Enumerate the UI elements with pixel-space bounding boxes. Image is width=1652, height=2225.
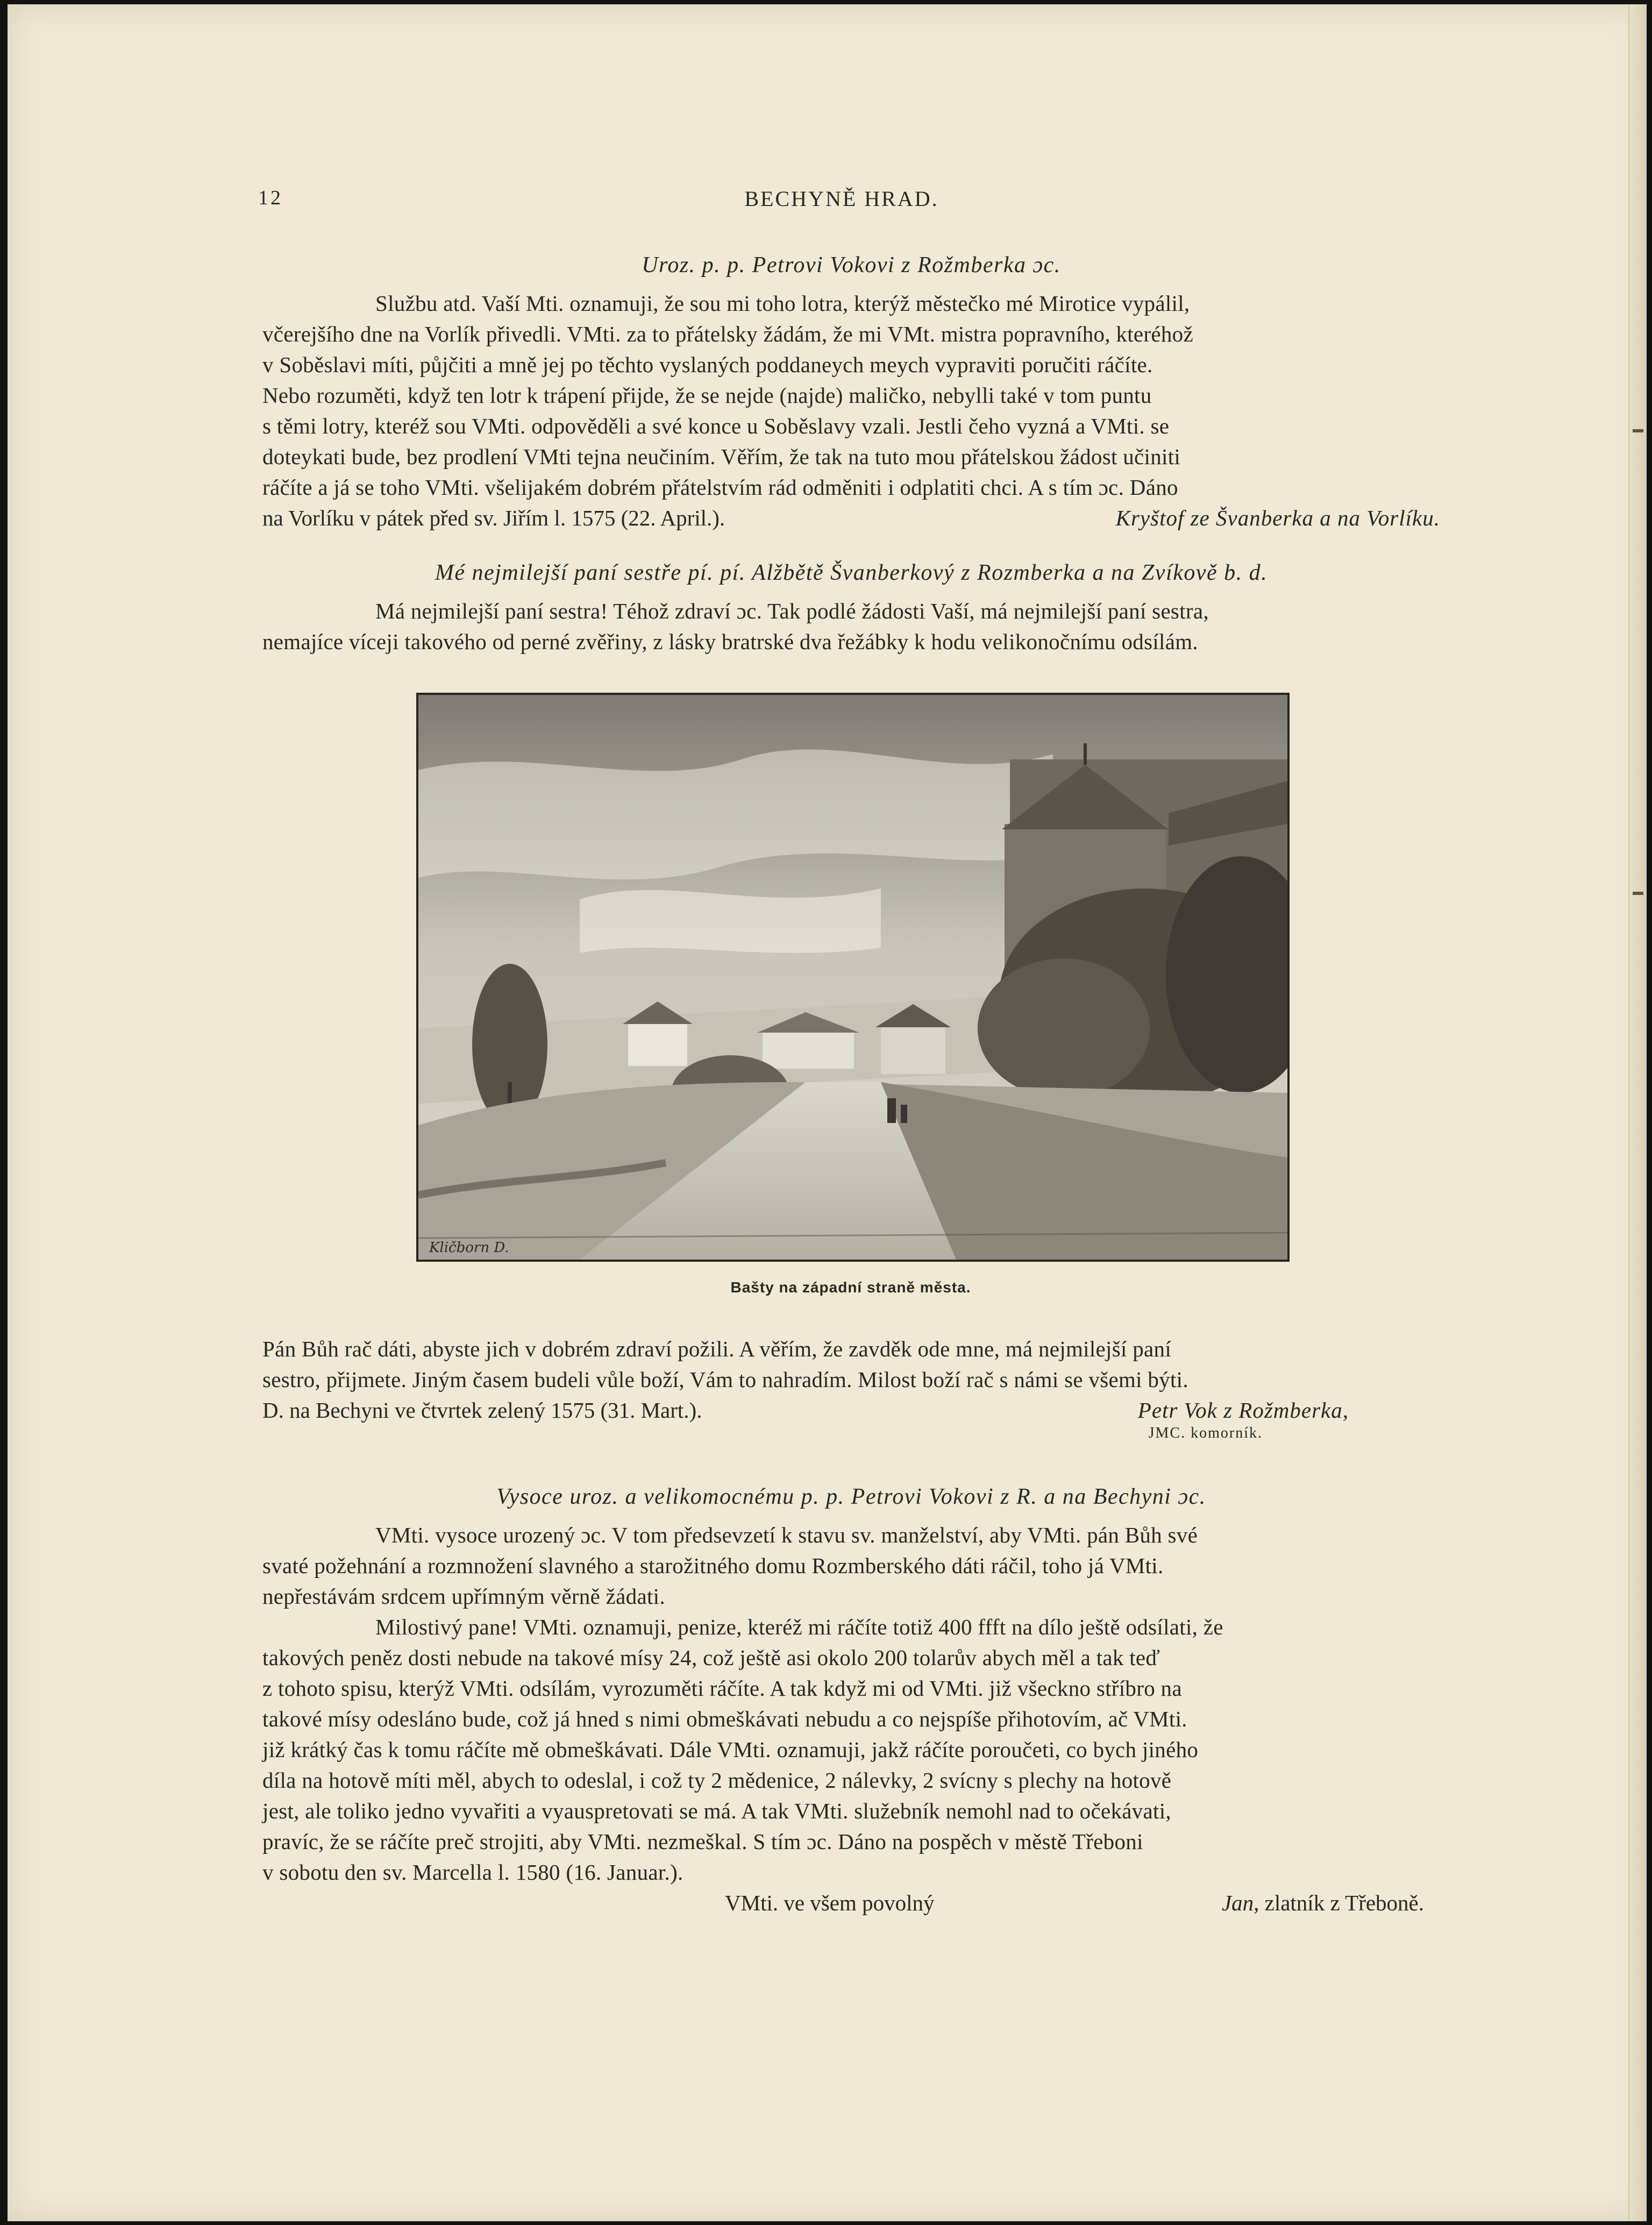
text-line: VMti. vysoce urozený ɔc. V tom předsevzetí k stavu sv. manželství, aby VMti. pán Bůh své	[375, 1523, 1198, 1547]
letter-3-signature	[1222, 1888, 1424, 1918]
text-line: Nebo rozuměti, když ten lotr k trápení přijde, že se nejde (najde) maličko, nebylli také v tom puntu	[262, 383, 1152, 408]
letter-2-continuation	[262, 1334, 1440, 1442]
page-header	[258, 186, 1425, 218]
text-line: z tohoto spisu, kterýž VMti. odsílám, vyrozuměti ráčíte. A tak když mi od VMti. již všeckno stříbro na	[262, 1676, 1182, 1701]
text-line: jest, ale toliko jedno vyvařiti a vyauspretovati se má. A tak VMti. služebník nemohl nad to očekávati,	[262, 1799, 1171, 1823]
text-line: nepřestávám srdcem upřímným věrně žádati.	[262, 1584, 665, 1609]
text-line: Pán Bůh rač dáti, abyste jich v dobrém zdraví požili. A věřím, že zavděk ode mne, má nejmilejší paní	[262, 1337, 1172, 1361]
text-line: s těmi lotry, kteréž sou VMti. odpověděli a své konce u Soběslavy vzali. Jestli čeho vyzná a VMti. se	[262, 414, 1170, 438]
text-line: Milostivý pane! VMti. oznamuji, penize, kteréž mi ráčíte totiž 400 ffft na dílo ještě odsílati, že	[375, 1615, 1223, 1639]
edge-mark	[1633, 429, 1643, 432]
text-line: doteykati bude, bez prodlení VMti tejna neučiním. Věřím, že tak na tuto mou přátelskou žádost učiniti	[262, 444, 1181, 469]
text-line: Službu atd. Vaší Mti. oznamuji, že sou mi toho lotra, kterýž městečko mé Mirotice vypálil,	[375, 291, 1190, 316]
text-line: D. na Bechyni ve čtvrtek zelený 1575 (31. Mart.).	[262, 1398, 702, 1423]
text-line: Má nejmilejší paní sestra! Téhož zdraví ɔc. Tak podlé žádosti Vaší, má nejmilejší paní sestra,	[375, 599, 1209, 623]
figure-caption: Bašty na západní straně města.	[730, 1279, 971, 1296]
text-line: díla na hotově míti měl, abych to odeslal, i což ty 2 mědenice, 2 nálevky, 2 svícny s plechy na hotově	[262, 1768, 1172, 1793]
text-line: sestro, přijmete. Jiným časem budeli vůle boží, Vám to nahradím. Milost boží rač s námi se všemi býti.	[262, 1367, 1188, 1392]
letter-1-closing	[262, 503, 1440, 534]
letter-1	[262, 250, 1440, 534]
letter-2-body	[262, 596, 1440, 657]
text-line: takové mísy odesláno bude, což já hned s nimi obmeškávati nebudu a co nejspíše přihotovím, ač VMti.	[262, 1707, 1187, 1731]
text-line: svaté požehnání a rozmnožení slavného a starožitného domu Rozmberského dáti ráčil, toho já VMti.	[262, 1553, 1164, 1578]
letter-3	[262, 1481, 1440, 1918]
signature-name: Jan,	[1221, 1890, 1259, 1915]
edge-mark	[1633, 892, 1643, 895]
letter-2-closing	[262, 1395, 1440, 1426]
illustration-bastions	[416, 693, 1290, 1262]
letter-2	[262, 557, 1440, 657]
letter-2-address: Mé nejmilejší paní sestře pí. pí. Alžbětě Švanberkový z Rozmberka a na Zvíkově b. d.	[435, 560, 1268, 585]
text-line: takových peněz dosti nebude na takové mísy 24, což ještě asi okolo 200 tolarův abych měl a tak teď	[262, 1645, 1160, 1670]
cottage	[628, 1023, 687, 1066]
text-line: již krátký čas k tomu ráčíte mě obmeškávati. Dále VMti. oznamuji, jakž ráčíte poroučeti, co bych jiného	[262, 1737, 1199, 1762]
letter-3-address: Vysoce uroz. a velikomocnému p. p. Petrovi Vokovi z R. a na Bechyni ɔc.	[496, 1484, 1206, 1509]
letter-1-address: Uroz. p. p. Petrovi Vokovi z Rožmberka ɔc.	[642, 253, 1061, 278]
text-line: na Vorlíku v pátek před sv. Jiřím l. 1575 (22. April.).	[262, 506, 725, 530]
text-line: v sobotu den sv. Marcella l. 1580 (16. Januar.).	[262, 1860, 683, 1885]
text-line: ráčíte a já se toho VMti. všelijakém dobrém přátelstvím rád odměniti i odplatiti chci. A s tím ɔc. Dáno	[262, 475, 1178, 500]
closing-line: VMti. ve všem povolný	[725, 1890, 935, 1915]
letter-3-body	[262, 1520, 1440, 1918]
page-number: 12	[258, 187, 283, 209]
letter-1-signature: Kryštof ze Švanberka a na Vorlíku.	[1115, 506, 1440, 530]
text-line: v Soběslavi míti, půjčiti a mně jej po těchto vyslaných poddaneych meych vypraviti poručiti ráčíte.	[262, 352, 1153, 377]
text-line: včerejšího dne na Vorlík přivedli. VMti. za to přátelsky žádám, že mi VMt. mistra popravního, kteréhož	[262, 322, 1193, 346]
signature-title: JMC. komorník.	[1148, 1425, 1263, 1441]
running-title: BECHYNĚ HRAD.	[744, 187, 939, 211]
figure-person	[887, 1098, 896, 1123]
signature-rest: zlatník z Třeboně.	[1259, 1890, 1424, 1915]
text-line: nemajíce víceji takového od perné zvěřiny, z lásky bratrské dva řežábky k hodu velikonočnímu odsílám.	[262, 629, 1198, 654]
letter-1-body	[262, 288, 1440, 534]
page-edge	[1628, 4, 1647, 2221]
artist-signature: Kličborn D.	[429, 1240, 509, 1256]
text-line: pravíc, že se ráčíte preč strojiti, aby VMti. nezmeškal. S tím ɔc. Dáno na pospěch v městě Třeboni	[262, 1829, 1143, 1854]
letter-3-closing	[262, 1888, 1440, 1918]
bastion-engraving	[418, 695, 1287, 1260]
book-page	[8, 4, 1647, 2221]
letter-2-signature: Petr Vok z Rožmberka,	[1137, 1398, 1349, 1423]
